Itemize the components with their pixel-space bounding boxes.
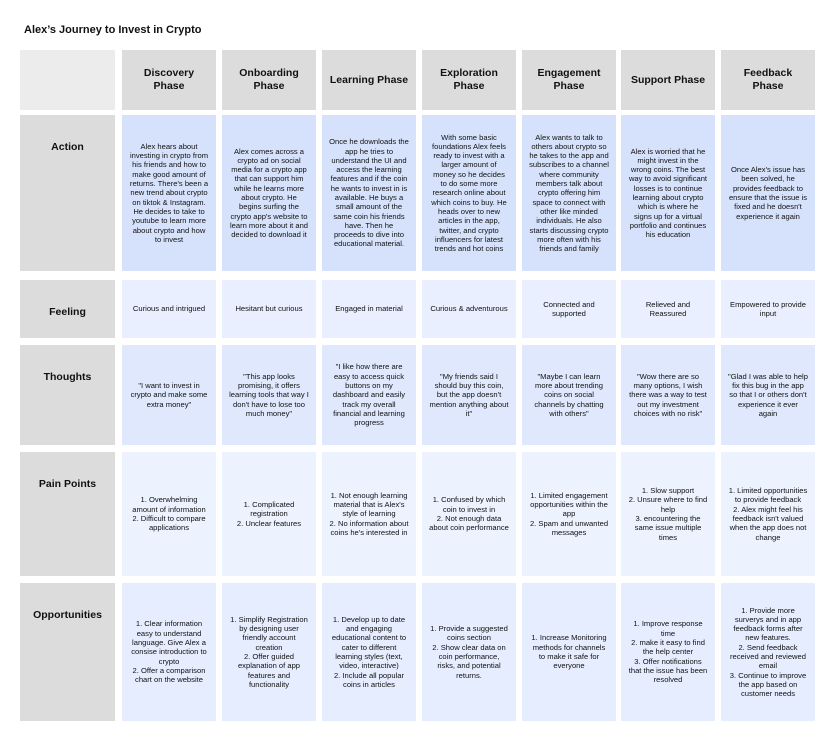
cell-list — [129, 619, 209, 684]
cell-text: "I want to invest in crypto and make some extra money" — [130, 381, 208, 409]
list-item: 1. Not enough learning material that is Alex's style of learning — [330, 490, 408, 519]
cell-text: Hesitant but curious — [235, 304, 303, 314]
journey-cell — [522, 583, 616, 721]
journey-cell — [322, 583, 416, 721]
journey-cell — [322, 280, 416, 338]
journey-cell — [222, 115, 316, 271]
list-item: 2. Unsure where to find help — [628, 495, 708, 514]
cell-text: Once Alex's issue has been solved, he provides feedback to ensure that the issue is fixed and he doesn't experience it again — [728, 165, 808, 221]
cell-text: Connected and supported — [543, 299, 595, 318]
journey-cell — [621, 345, 715, 445]
list-item: 3. encountering the same issue multiple times — [634, 514, 702, 542]
row-label: Feeling — [20, 280, 115, 338]
journey-cell — [621, 452, 715, 576]
list-item: 2. Offer a comparison chart on the website — [132, 665, 206, 685]
cell-text: Alex is worried that he might invest in the wrong coins. The best way to avoid significant losses is to continue learning about crypto which is where he signs up for a virtual portfolio and continues his education — [628, 146, 708, 240]
journey-cell — [721, 115, 815, 271]
journey-cell — [422, 280, 516, 338]
cell-text: "Glad I was able to help fix this bug in the app so that I or others don't experience it ever again — [728, 371, 808, 418]
cell-text: Relieved and Reassured — [645, 299, 691, 318]
cell-list — [529, 491, 609, 537]
journey-cell — [422, 115, 516, 271]
row-label: Thoughts — [20, 345, 115, 445]
journey-cell — [222, 345, 316, 445]
phase-header: Feedback Phase — [721, 50, 815, 110]
journey-cell — [522, 452, 616, 576]
list-item: 1. Improve response time — [633, 619, 703, 638]
journey-cell — [322, 115, 416, 271]
list-item: 2. make it easy to find the help center — [631, 638, 705, 657]
cell-text: Alex wants to talk to others about crypto so he takes to the app and subscribes to a channel where community members talk about crypto offering him space to connect with other like minded individuals. He also starts discussing crypto more often with his friends and family — [529, 132, 609, 254]
list-item: 2. Alex might feel his feedback isn't valued when the app does not change — [729, 504, 807, 542]
cell-text: Curious & adventurous — [430, 304, 508, 314]
journey-cell — [122, 280, 216, 338]
cell-text: Curious and intrigued — [132, 304, 206, 314]
journey-cell — [621, 115, 715, 271]
cell-text: Engaged in material — [335, 304, 403, 314]
list-item: 2. Difficult to compare applications — [132, 514, 206, 533]
cell-list — [628, 486, 708, 542]
cell-text: Once he downloads the app he tries to understand the UI and access the learning features and if the coin he wants to invest in is available. He buys a small amount of the same coin his friends have. Then he proceeds to dive into educational material. — [329, 137, 409, 249]
journey-cell — [721, 583, 815, 721]
journey-cell — [621, 583, 715, 721]
list-item: 1. Slow support — [641, 486, 695, 496]
list-item: 2. Offer guided explanation of app features and functionality — [237, 652, 301, 689]
list-item: 2. Send feedback received and reviewed email — [730, 642, 806, 671]
journey-cell — [422, 583, 516, 721]
corner-cell — [20, 50, 115, 110]
list-item: 1. Develop up to date and engaging educational content to cater to different learning styles (text, video, interactive) — [331, 614, 407, 671]
list-item: 2. Not enough data about coin performance — [429, 514, 509, 533]
journey-cell — [621, 280, 715, 338]
page-title: Alex’s Journey to Invest in Crypto — [24, 24, 202, 36]
row-label: Action — [20, 115, 115, 271]
cell-text: "My friends said I should buy this coin, but the app doesn't mention anything about it" — [429, 371, 509, 418]
cell-list — [429, 624, 509, 680]
list-item: 1. Provide a suggested coins section — [430, 624, 508, 643]
journey-cell — [322, 345, 416, 445]
list-item: 1. Confused by which coin to invest in — [432, 495, 506, 514]
list-item: 1. Clear information easy to understand language. Give Alex a consise introduction to crypto — [131, 619, 207, 666]
cell-list — [529, 633, 609, 670]
list-item: 3. Continue to improve the app based on customer needs — [729, 670, 807, 699]
cell-list — [728, 606, 808, 699]
phase-header: Exploration Phase — [422, 50, 516, 110]
journey-cell — [122, 345, 216, 445]
journey-cell — [522, 115, 616, 271]
journey-cell — [322, 452, 416, 576]
row-label: Pain Points — [20, 452, 115, 576]
journey-cell — [122, 452, 216, 576]
journey-cell — [522, 280, 616, 338]
journey-cell — [522, 345, 616, 445]
list-item: 1. Complicated registration — [243, 500, 295, 519]
list-item: 3. Offer notifications that the issue has been resolved — [628, 656, 708, 685]
phase-header: Engagement Phase — [522, 50, 616, 110]
list-item: 2. Show clear data on coin performance, risks, and potential returns. — [432, 642, 506, 680]
row-label: Opportunities — [20, 583, 115, 721]
list-item: 1. Simplify Registration by designing user friendly account creation — [230, 614, 308, 652]
cell-text: Alex hears about investing in crypto from his friends and how to make good amount of returns. There's been a new trend about crypto on tiktok & Instagram. He decides to take to youtube to learn more about crypto and how to invest — [129, 141, 209, 244]
journey-cell — [721, 452, 815, 576]
list-item: 1. Limited opportunities to provide feedback — [728, 486, 808, 505]
list-item: 2. No information about coins he's interested in — [329, 518, 409, 537]
list-item: 1. Overwhelming amount of information — [132, 495, 206, 514]
list-item: 2. Unclear features — [236, 518, 302, 528]
journey-cell — [222, 280, 316, 338]
cell-text: Alex comes across a crypto ad on social media for a crypto app that can support him while he learns more about crypto. He begins surfing the crypto app's website to learn more about it and decided to download it — [229, 146, 309, 240]
journey-cell — [721, 280, 815, 338]
cell-list — [229, 615, 309, 689]
list-item: 2. Spam and unwanted messages — [529, 518, 609, 537]
cell-list — [628, 619, 708, 684]
journey-cell — [122, 115, 216, 271]
journey-cell — [222, 583, 316, 721]
cell-list — [728, 486, 808, 542]
cell-text: With some basic foundations Alex feels ready to invest with a larger amount of money so he decides to do some more research online about which coins to buy. He heads over to new articles in the app, twitter, and crypto influencers for latest trends and hot coins — [431, 132, 507, 254]
cell-list — [329, 491, 409, 537]
phase-header: Discovery Phase — [122, 50, 216, 110]
cell-text: "This app looks promising, it offers learning tools that way I don't have to lose too much money" — [229, 371, 309, 418]
journey-cell — [721, 345, 815, 445]
cell-list — [129, 495, 209, 532]
list-item: 1. Increase Monitoring methods for channels to make it safe for everyone — [531, 633, 607, 671]
cell-list — [329, 615, 409, 689]
cell-list — [429, 495, 509, 532]
list-item: 1. Provide more surverys and in app feedback forms after new features. — [733, 605, 803, 643]
phase-header: Support Phase — [621, 50, 715, 110]
cell-text: "Maybe I can learn more about trending coins on social channels by chatting with others" — [534, 371, 604, 418]
phase-header: Onboarding Phase — [222, 50, 316, 110]
journey-cell — [422, 345, 516, 445]
phase-header: Learning Phase — [322, 50, 416, 110]
list-item: 1. Limited engagement opportunities within the app — [530, 490, 608, 519]
list-item: 2. Include all popular coins in articles — [333, 670, 405, 689]
journey-cell — [422, 452, 516, 576]
cell-list — [229, 500, 309, 528]
cell-text: "I like how there are easy to access quick buttons on my dashboard and easily track my overall financial and learning progress — [332, 362, 406, 428]
cell-text: "Wow there are so many options, I wish there was a way to test out my investment choices with no risk" — [629, 371, 707, 418]
cell-text: Empowered to provide input — [730, 299, 806, 318]
journey-cell — [122, 583, 216, 721]
journey-cell — [222, 452, 316, 576]
